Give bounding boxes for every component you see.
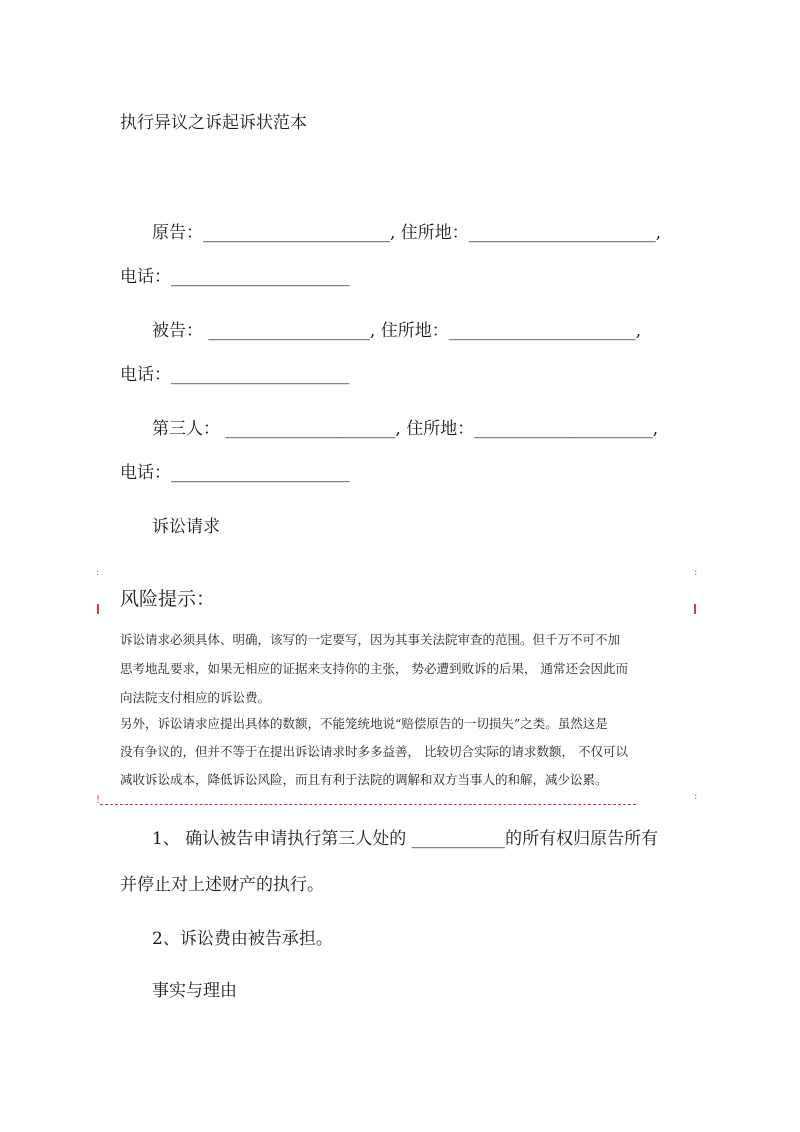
facts-heading: 事实与理由	[152, 981, 237, 1001]
corner-mark: :	[694, 791, 698, 802]
document-title: 执行异议之诉起诉状范本	[120, 113, 307, 133]
plaintiff-line: 原告：______________________, 住所地：______________________,	[152, 223, 662, 243]
risk-notice-line: 没有争议的，但并不等于在提出诉讼请求时多多益善， 比较切合实际的请求数额， 不仅可以	[120, 744, 628, 759]
defendant-phone: 电话：_____________________	[120, 365, 350, 385]
claims-heading: 诉讼请求	[152, 517, 220, 537]
corner-mark: :	[694, 567, 698, 578]
defendant-line: 被告： ___________________, 住所地：______________________,	[152, 321, 642, 341]
claim-item-1-line-1: 1、 确认被告申请执行第三人处的 ___________的所有权归原告所有	[152, 829, 659, 849]
risk-notice-title: 风险提示：	[120, 588, 216, 610]
risk-notice-line: 诉讼请求必须具体、明确，该写的一定要写，因为其事关法院审查的范围。但千万不可不加	[120, 632, 621, 647]
risk-notice-divider	[100, 804, 636, 805]
corner-mark	[97, 604, 99, 614]
risk-notice-line: 向法院支付相应的诉讼费。	[120, 690, 271, 705]
third-party-line: 第三人： ____________________, 住所地：_____________________,	[152, 419, 659, 439]
plaintiff-phone: 电话：_____________________	[120, 267, 350, 287]
corner-mark	[694, 604, 696, 614]
claim-item-2: 2、诉讼费由被告承担。	[152, 929, 333, 949]
corner-mark: :	[96, 567, 100, 578]
risk-notice-line: 另外，诉讼请求应提出具体的数额，不能笼统地说“赔偿原告的一切损失”之类。虽然这是	[120, 716, 608, 731]
corner-mark: !	[96, 795, 101, 806]
risk-notice-line: 思考地乱要求，如果无相应的证据来支持你的主张， 势必遭到败诉的后果， 通常还会因此而	[120, 661, 628, 676]
claim-item-1-line-2: 并停止对上述财产的执行。	[120, 875, 324, 895]
risk-notice-line: 减收诉讼成本，降低诉讼风险，而且有利于法院的调解和双方当事人的和解，减少讼累。	[120, 772, 608, 787]
third-party-phone: 电话：_____________________	[120, 463, 350, 483]
